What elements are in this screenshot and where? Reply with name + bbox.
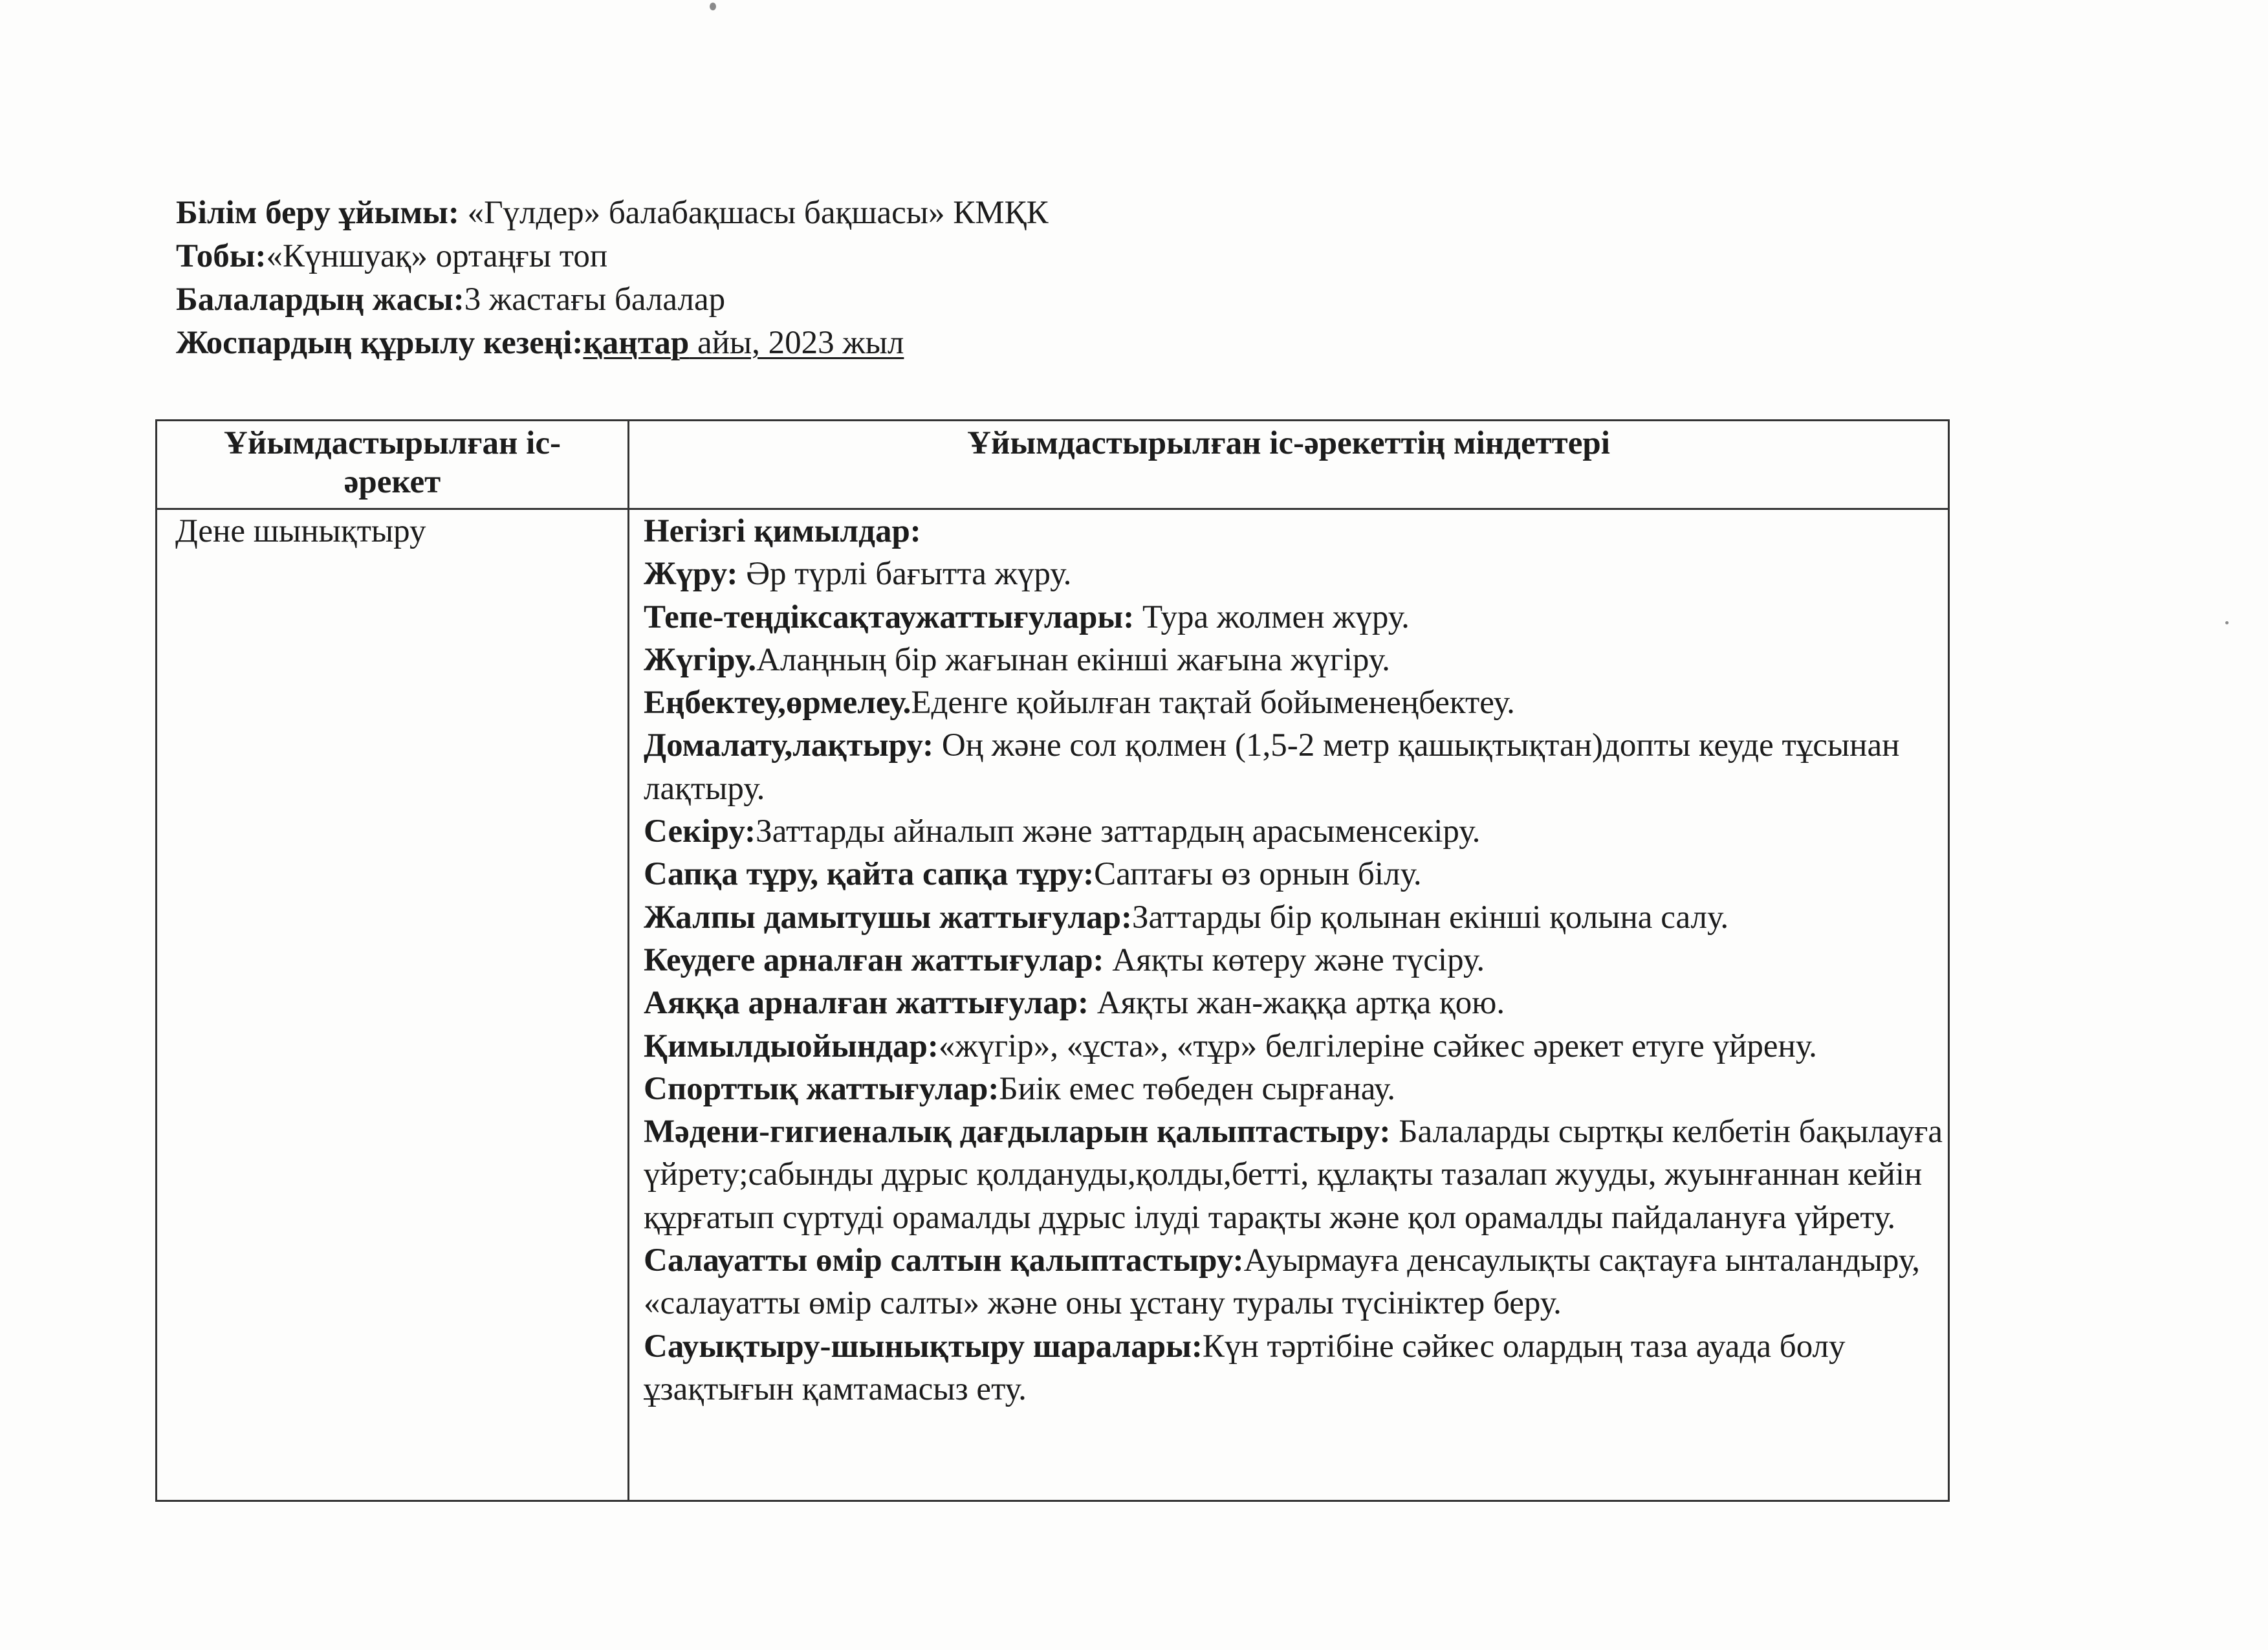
task-item <box>644 896 1948 939</box>
age-label: Балалардың жасы: <box>176 281 464 318</box>
age-value: 3 жастағы балалар <box>464 281 726 318</box>
task-item <box>644 1025 1948 1068</box>
column-header-activity: Ұйымдастырылған іс-әрекет <box>157 421 629 509</box>
task-item <box>644 510 1948 553</box>
task-item <box>644 639 1948 681</box>
task-label: Секіру: <box>644 813 756 850</box>
organization-label: Білім беру ұйымы: <box>176 195 459 231</box>
task-text: Биік емес төбеден сырғанау. <box>999 1070 1395 1107</box>
task-item <box>644 681 1948 724</box>
task-label: Тепе-теңдіксақтаужаттығулары: <box>644 599 1135 635</box>
task-text: Тура жолмен жүру. <box>1134 599 1410 635</box>
task-text: Аяқты көтеру және түсіру. <box>1104 941 1485 978</box>
task-label: Жалпы дамытушы жаттығулар: <box>644 899 1132 936</box>
task-text: Балаларды сыртқы келбетін бақылауға үйрету;сабынды дұрыс қолдануды,қолды,бетті, құлақты тазалап жууды, жуынғаннан кейін құрғатып сүртуді орамалды дұрыс ілуді тарақты және қол орамалды пайдалануға үйрету. <box>644 1114 1943 1236</box>
task-text: Күн тәртібіне сәйкес олардың таза ауада болу ұзақтығын қамтамасыз ету. <box>644 1328 1846 1407</box>
period-line <box>176 322 1276 365</box>
organization-value: «Гүлдер» балабақшасы бақшасы» КМҚК <box>459 195 1049 231</box>
task-text: Алаңның бір жағынан екінші жағына жүгіру. <box>756 641 1390 678</box>
task-list <box>644 510 1948 1411</box>
task-label: Спорттық жаттығулар: <box>644 1070 999 1107</box>
task-item <box>644 553 1948 595</box>
task-text: Әр түрлі бағытта жүру. <box>737 556 1072 593</box>
task-text: Саптағы өз орнын білу. <box>1094 856 1422 893</box>
task-label: Мәдени-гигиеналық дағдыларын қалыптастыру: <box>644 1114 1391 1150</box>
group-line <box>176 235 1276 278</box>
task-label: Негізгі қимылдар: <box>644 513 921 549</box>
tasks-cell <box>629 509 1949 1501</box>
task-item <box>644 596 1948 639</box>
scan-speck <box>2225 621 2229 624</box>
task-label: Қимылдыойындар: <box>644 1028 939 1064</box>
organization-line <box>176 192 1276 235</box>
group-label: Тобы: <box>176 238 267 274</box>
task-item <box>644 982 1948 1024</box>
task-label: Жүгіру. <box>644 641 757 678</box>
activity-cell: Дене шынықтыру <box>157 509 629 1501</box>
task-item <box>644 1110 1948 1239</box>
task-label: Сауықтыру-шынықтыру шаралары: <box>644 1328 1203 1365</box>
task-label: Еңбектеу,өрмелеу. <box>644 685 911 721</box>
task-item <box>644 853 1948 896</box>
scan-speck <box>710 3 716 10</box>
task-item <box>644 1239 1948 1325</box>
task-text: Аяқты жан-жаққа артқа қою. <box>1088 985 1505 1022</box>
task-item <box>644 1068 1948 1110</box>
task-label: Сапқа тұру, қайта сапқа тұру: <box>644 856 1095 893</box>
task-label: Жүру: <box>644 556 738 593</box>
task-text: Оң және сол қолмен (1,5-2 метр қашықтықтан)допты кеуде тұсынан лақтыру. <box>644 727 1900 807</box>
task-text: Еденге қойылған тақтай бойыменеңбектеу. <box>911 685 1515 721</box>
task-label: Домалату,лақтыру: <box>644 727 934 764</box>
task-label: Аяққа арналған жаттығулар: <box>644 985 1089 1022</box>
task-item <box>644 1325 1948 1411</box>
task-item <box>644 939 1948 982</box>
task-text: «жүгір», «ұста», «тұр» белгілеріне сәйкес әрекет етуге үйрену. <box>938 1028 1817 1064</box>
group-value: «Күншуақ» ортаңғы топ <box>266 238 608 274</box>
plan-table <box>155 419 1950 1502</box>
task-text: Ауырмауға денсаулықты сақтауға ынталандыру, «салауатты өмір салты» және оны ұстану туралы түсініктер беру. <box>644 1242 1921 1322</box>
table-row <box>157 509 1949 1501</box>
document-header <box>176 192 1276 365</box>
task-item <box>644 724 1948 810</box>
task-label: Салауатты өмір салтын қалыптастыру: <box>644 1242 1244 1279</box>
table-header-row <box>157 421 1949 509</box>
task-label: Кеудеге арналған жаттығулар: <box>644 941 1104 978</box>
task-text: Заттарды бір қолынан екінші қолына салу. <box>1131 899 1729 936</box>
task-item <box>644 810 1948 853</box>
task-text: Заттарды айналып және заттардың арасыменсекіру. <box>756 813 1481 850</box>
column-header-tasks: Ұйымдастырылған іс-әрекеттің міндеттері <box>629 421 1949 509</box>
age-line <box>176 278 1276 322</box>
period-label: Жоспардың құрылу кезеңі: <box>176 325 583 361</box>
period-month: қаңтар айы, 2023 жыл <box>583 325 904 361</box>
